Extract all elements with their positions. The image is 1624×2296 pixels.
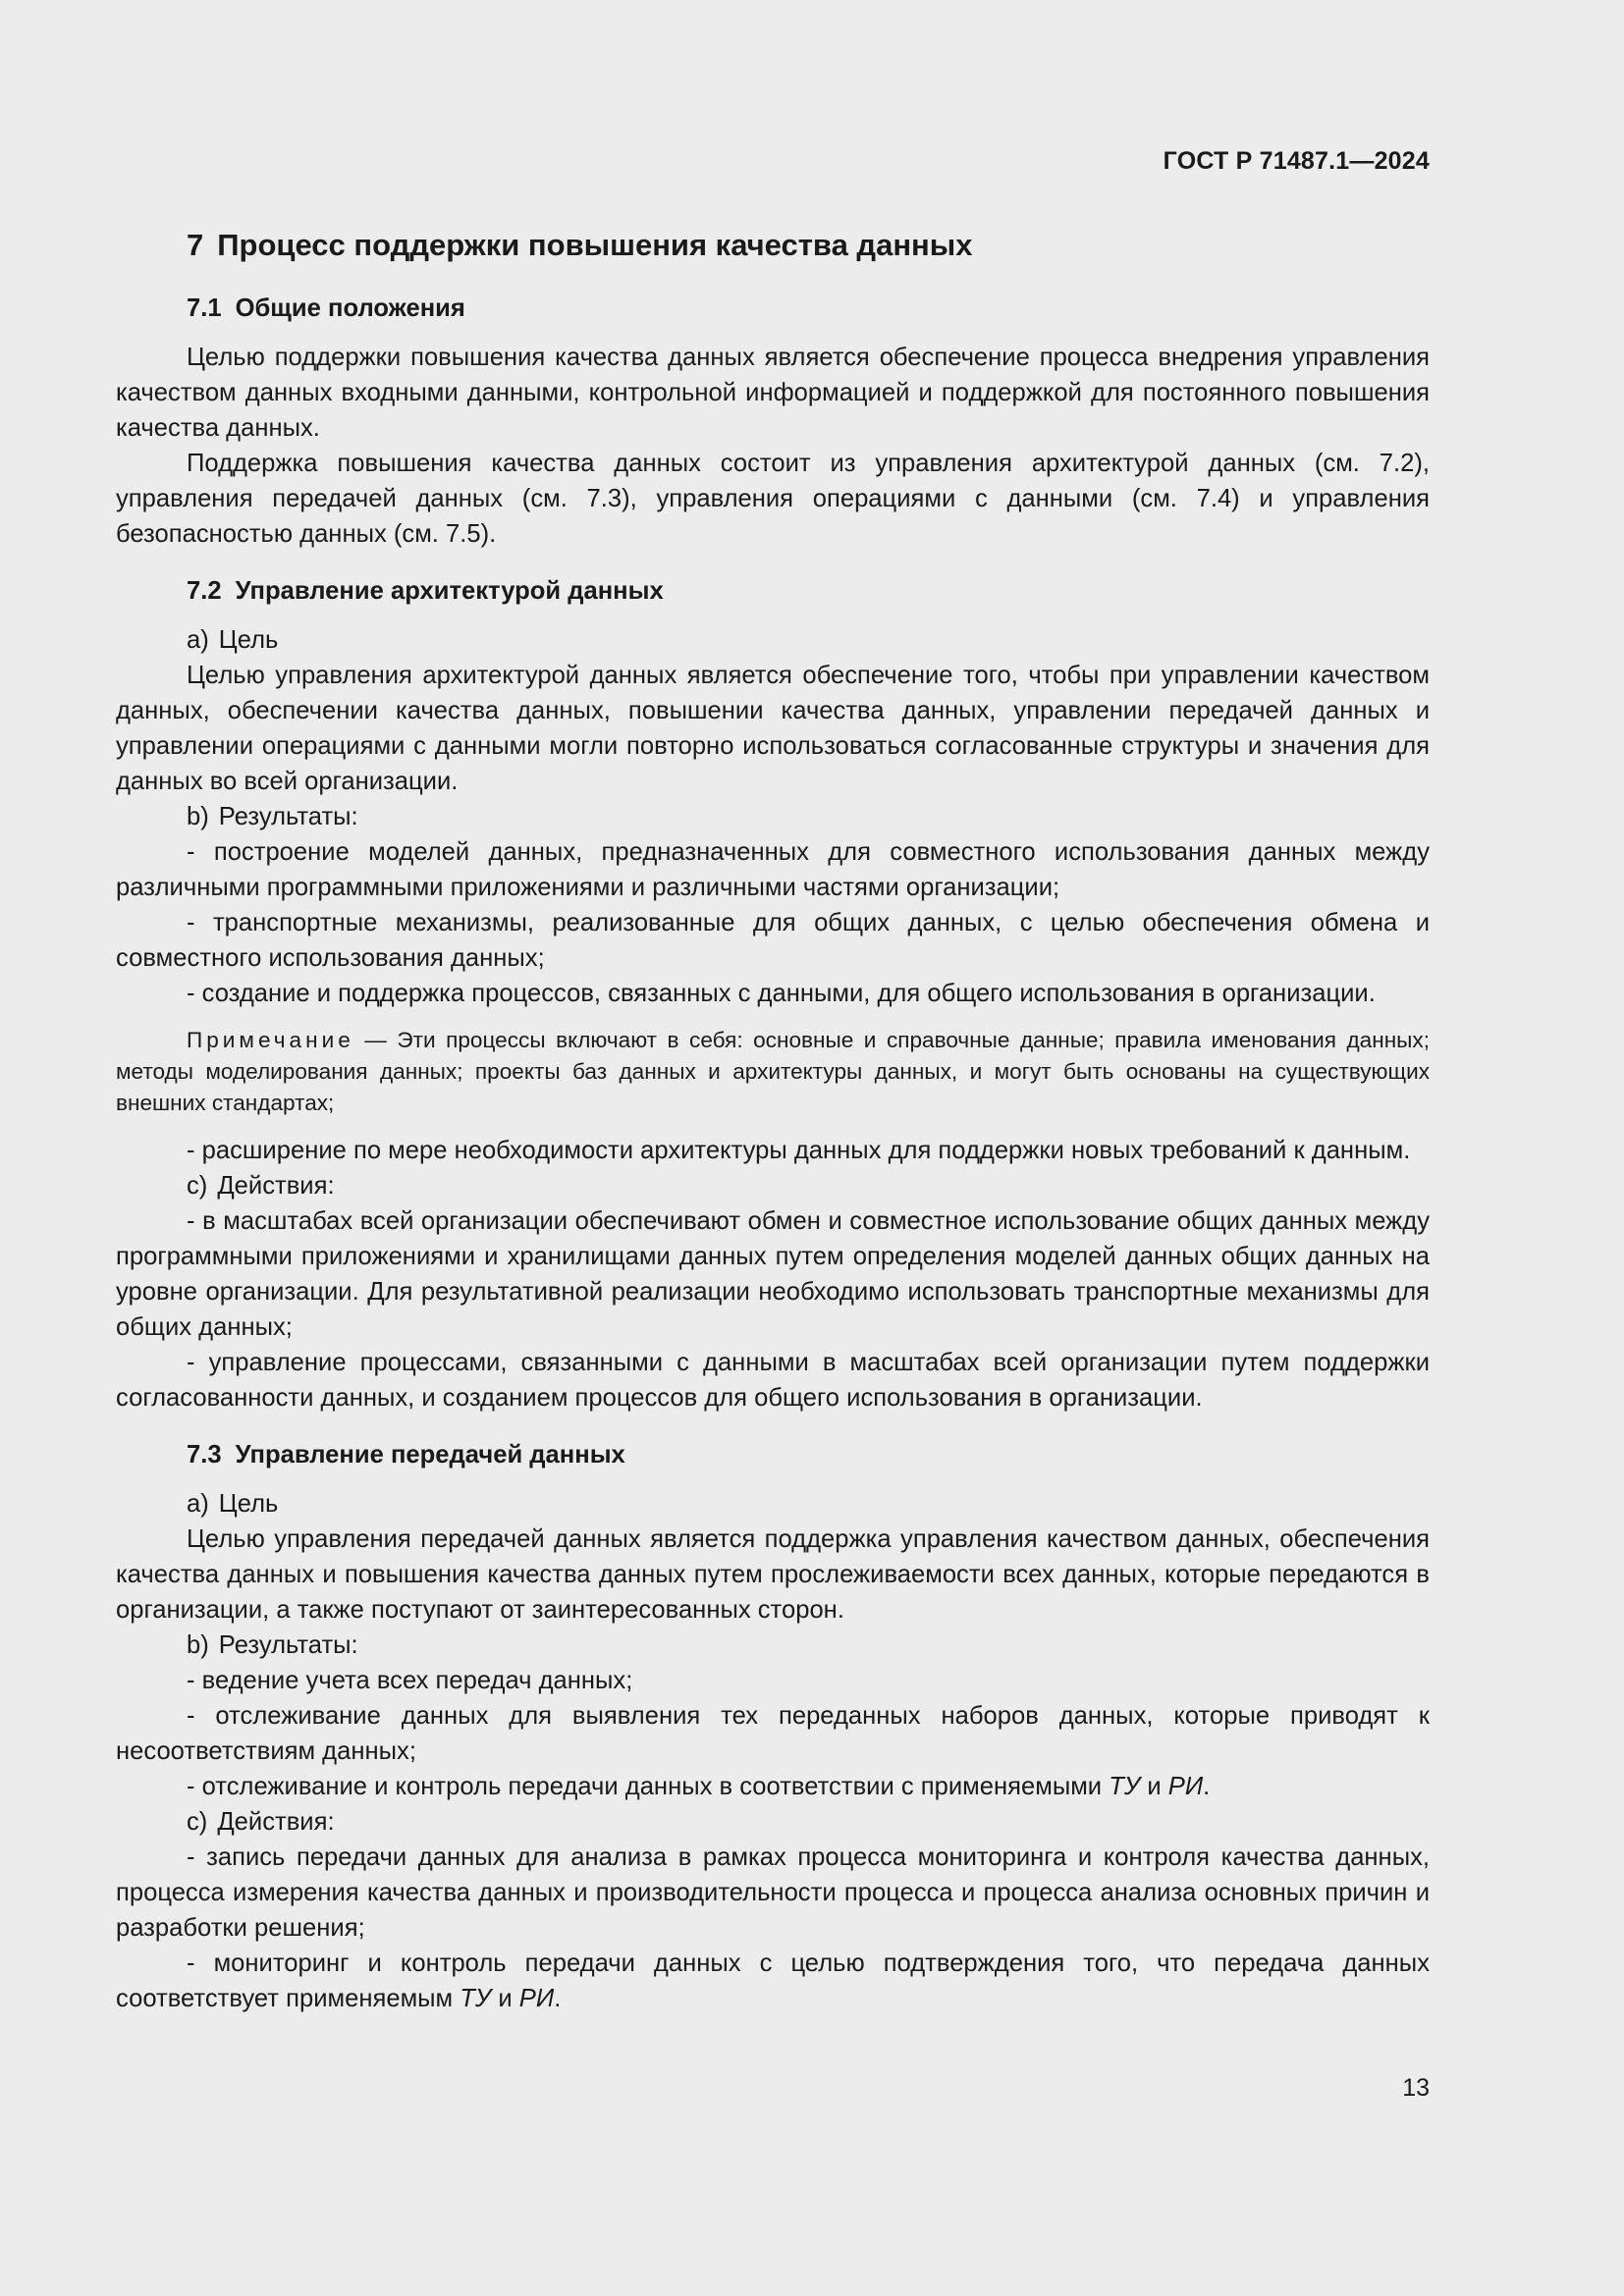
list-marker: а) xyxy=(187,1490,209,1518)
section-title: Процесс поддержки повышения качества данных xyxy=(217,228,973,262)
section-7-heading xyxy=(187,224,1430,267)
list-heading-a xyxy=(116,1486,1430,1522)
subsection-7-3-heading xyxy=(187,1437,1430,1472)
list-marker: с) xyxy=(187,1172,208,1200)
list-marker: а) xyxy=(187,626,209,654)
abbr-tu: ТУ xyxy=(1109,1773,1141,1800)
list-item-text: - отслеживание и контроль передачи данных в соответствии с применяемыми xyxy=(187,1773,1110,1800)
subsection-title: Управление передачей данных xyxy=(235,1441,625,1468)
page-content xyxy=(116,224,1430,2016)
list-marker: b) xyxy=(187,803,209,830)
section-number: 7 xyxy=(187,228,204,262)
subsection-7-1-heading xyxy=(187,291,1430,326)
list-heading-text: Действия: xyxy=(217,1172,335,1200)
note xyxy=(116,1025,1430,1119)
end-dot: . xyxy=(1203,1773,1211,1800)
list-heading-c xyxy=(116,1804,1430,1840)
end-dot: . xyxy=(554,1985,562,2012)
page-number: 13 xyxy=(1402,2074,1430,2102)
list-item: - построение моделей данных, предназначенных для совместного использования данных между различными программными приложениями и различными частями организации; xyxy=(116,838,1430,901)
abbr-ri: РИ xyxy=(518,1985,555,2012)
subsection-title: Общие положения xyxy=(235,294,465,322)
list-heading-text: Результаты: xyxy=(218,803,358,830)
list-item: - управление процессами, связанными с данными в масштабах всей организации путем поддержки согласованности данных, и созданием процессов для общего использования в организации. xyxy=(116,1349,1430,1412)
note-label: Примечание xyxy=(187,1028,354,1052)
list-heading-b xyxy=(116,1628,1430,1663)
paragraph: Целью управления архитектурой данных является обеспечение того, чтобы при управлении качеством данных, обеспечении качества данных, повышении качества данных, управлении передачей данных и управлении операциями с данными могли повторно использоваться согласованные структуры и значения для данных во всей организации. xyxy=(116,662,1430,795)
list-item: - отслеживание данных для выявления тех переданных наборов данных, которые приводят к несоответствиям данных; xyxy=(116,1702,1430,1765)
subsection-7-2-heading xyxy=(187,573,1430,609)
paragraph: Целью управления передачей данных является поддержка управления качеством данных, обеспечения качества данных и повышения качества данных путем прослеживаемости всех данных, которые передаются в организации, а также поступают от заинтересованных сторон. xyxy=(116,1525,1430,1624)
list-marker: с) xyxy=(187,1808,208,1836)
list-item: - ведение учета всех передач данных; xyxy=(187,1667,633,1694)
document-code: ГОСТ Р 71487.1—2024 xyxy=(1163,147,1430,175)
list-marker: b) xyxy=(187,1631,209,1659)
conjunction: и xyxy=(491,1985,519,2012)
list-item: - запись передачи данных для анализа в рамках процесса мониторинга и контроля качества данных, процесса измерения качества данных и производительности процесса и процесса анализа основных причин и разработки решения; xyxy=(116,1843,1430,1942)
subsection-number: 7.1 xyxy=(187,294,222,322)
list-item: - создание и поддержка процессов, связанных с данными, для общего использования в организации. xyxy=(187,980,1376,1007)
list-item: - в масштабах всей организации обеспечивают обмен и совместное использование общих данных между программными приложениями и хранилищами данных путем определения моделей данных общих данных на уровне организации. Для результативной реализации необходимо использовать транспортные механизмы для общих данных; xyxy=(116,1207,1430,1341)
list-item xyxy=(116,1769,1430,1804)
list-heading-text: Действия: xyxy=(217,1808,335,1836)
list-heading-a xyxy=(116,622,1430,658)
list-heading-text: Цель xyxy=(218,626,279,654)
list-item xyxy=(116,1946,1430,2016)
list-heading-text: Результаты: xyxy=(218,1631,358,1659)
subsection-number: 7.2 xyxy=(187,577,222,605)
list-item: - транспортные механизмы, реализованные для общих данных, с целью обеспечения обмена и совместного использования данных; xyxy=(116,909,1430,972)
note-text: — Эти процессы включают в себя: основные и справочные данные; правила именования данных; методы моделирования данных; проекты баз данных и архитектуры данных, и могут быть основаны на существующих внешних стандартах; xyxy=(116,1028,1430,1115)
abbr-ri: РИ xyxy=(1167,1773,1204,1800)
list-heading-text: Цель xyxy=(218,1490,279,1518)
list-heading-c xyxy=(116,1168,1430,1203)
subsection-number: 7.3 xyxy=(187,1441,222,1468)
list-heading-b xyxy=(116,799,1430,834)
list-item: - расширение по мере необходимости архитектуры данных для поддержки новых требований к данным. xyxy=(187,1137,1411,1164)
paragraph: Поддержка повышения качества данных состоит из управления архитектурой данных (см. 7.2), управления передачей данных (см. 7.3), управления операциями с данными (см. 7.4) и управления безопасностью данных (см. 7.5). xyxy=(116,450,1430,548)
paragraph: Целью поддержки повышения качества данных является обеспечение процесса внедрения управления качеством данных входными данными, контрольной информацией и поддержкой для постоянного повышения качества данных. xyxy=(116,344,1430,442)
subsection-title: Управление архитектурой данных xyxy=(235,577,664,605)
conjunction: и xyxy=(1140,1773,1168,1800)
list-item-text: - мониторинг и контроль передачи данных с целью подтверждения того, что передача данных соответствует применяемым xyxy=(116,1949,1430,2012)
abbr-tu: ТУ xyxy=(460,1985,492,2012)
